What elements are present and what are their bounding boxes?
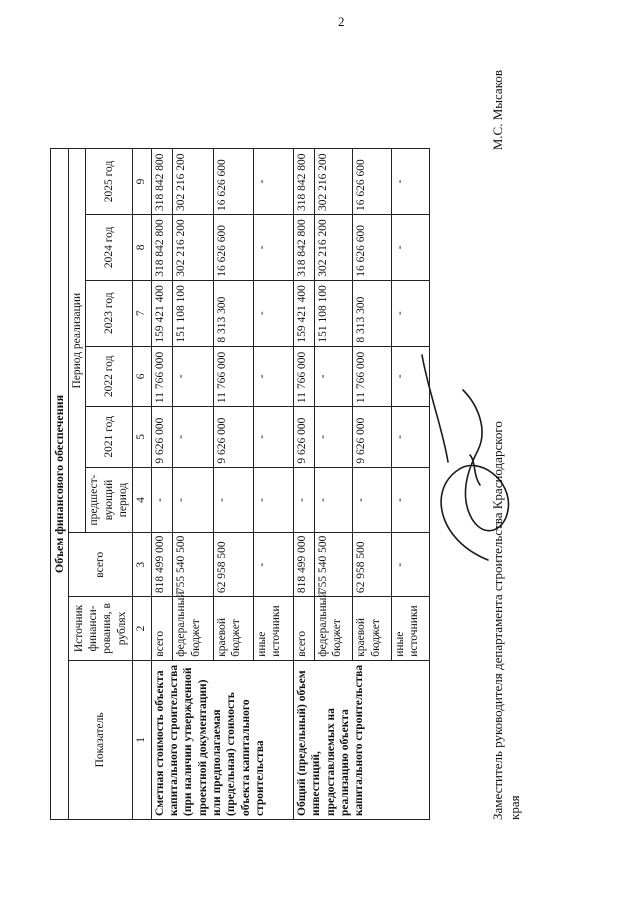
index-cell: 5 bbox=[132, 407, 151, 468]
table-row bbox=[151, 149, 173, 820]
value-cell: 9 626 000 bbox=[353, 407, 391, 468]
value-cell: 302 216 200 bbox=[314, 149, 352, 215]
index-cell: 8 bbox=[132, 214, 151, 280]
index-cell: 4 bbox=[132, 467, 151, 533]
value-cell: 318 842 800 bbox=[293, 149, 314, 215]
value-cell: 8 313 300 bbox=[353, 280, 391, 346]
value-cell: 302 216 200 bbox=[173, 214, 213, 280]
value-cell: - bbox=[253, 214, 293, 280]
source-cell: федеральный бюджет bbox=[173, 597, 213, 661]
source-cell: иные источники bbox=[391, 597, 429, 661]
value-cell: - bbox=[314, 407, 352, 468]
value-cell: 151 108 100 bbox=[314, 280, 352, 346]
index-cell: 2 bbox=[132, 597, 151, 661]
value-cell: - bbox=[391, 533, 429, 597]
value-cell: 318 842 800 bbox=[293, 214, 314, 280]
financing-table bbox=[50, 148, 430, 820]
table-row bbox=[293, 149, 314, 820]
value-cell: 9 626 000 bbox=[293, 407, 314, 468]
value-cell: - bbox=[173, 407, 213, 468]
value-cell: - bbox=[314, 346, 352, 407]
signer-name: М.С. Мысаков bbox=[490, 70, 505, 151]
value-cell: - bbox=[253, 280, 293, 346]
value-cell: - bbox=[391, 407, 429, 468]
header-2025: 2025 год bbox=[86, 149, 132, 215]
indicator-cell: Общий (предельный) объем инвестиций, предоставляемых на реализацию объекта капитального строительства bbox=[293, 660, 429, 819]
financing-table-wrapper bbox=[50, 148, 430, 820]
source-cell: всего bbox=[151, 597, 173, 661]
value-cell: 755 540 500 bbox=[173, 533, 213, 597]
index-cell: 7 bbox=[132, 280, 151, 346]
value-cell: - bbox=[253, 149, 293, 215]
value-cell: 9 626 000 bbox=[213, 407, 253, 468]
index-cell: 3 bbox=[132, 533, 151, 597]
value-cell: - bbox=[391, 467, 429, 533]
value-cell: 302 216 200 bbox=[173, 149, 213, 215]
signer-position: Заместитель руководителя департамента строительства Краснодарского края bbox=[490, 421, 522, 820]
value-cell: - bbox=[253, 467, 293, 533]
value-cell: - bbox=[391, 214, 429, 280]
value-cell: 11 766 000 bbox=[151, 346, 173, 407]
index-cell: 6 bbox=[132, 346, 151, 407]
header-source: Источник финанси-рования, в рублях bbox=[69, 597, 133, 661]
value-cell: - bbox=[151, 467, 173, 533]
value-cell: 318 842 800 bbox=[151, 214, 173, 280]
value-cell: - bbox=[173, 346, 213, 407]
value-cell: 16 626 600 bbox=[213, 214, 253, 280]
source-cell: иные источники bbox=[253, 597, 293, 661]
header-total: всего bbox=[69, 533, 133, 597]
value-cell: 16 626 600 bbox=[213, 149, 253, 215]
value-cell: 9 626 000 bbox=[151, 407, 173, 468]
value-cell: 818 499 000 bbox=[293, 533, 314, 597]
source-cell: краевой бюджет bbox=[213, 597, 253, 661]
value-cell: 302 216 200 bbox=[314, 214, 352, 280]
value-cell: 159 421 400 bbox=[151, 280, 173, 346]
value-cell: - bbox=[391, 346, 429, 407]
source-cell: краевой бюджет bbox=[353, 597, 391, 661]
value-cell: 16 626 600 bbox=[353, 214, 391, 280]
value-cell: 159 421 400 bbox=[293, 280, 314, 346]
source-cell: всего bbox=[293, 597, 314, 661]
value-cell: - bbox=[253, 346, 293, 407]
value-cell: - bbox=[391, 280, 429, 346]
value-cell: 11 766 000 bbox=[293, 346, 314, 407]
header-indicator: Показатель bbox=[69, 660, 133, 819]
value-cell: 11 766 000 bbox=[213, 346, 253, 407]
index-cell: 9 bbox=[132, 149, 151, 215]
value-cell: - bbox=[391, 149, 429, 215]
table-caption: Объем финансового обеспечения bbox=[51, 149, 69, 820]
value-cell: 16 626 600 bbox=[353, 149, 391, 215]
value-cell: 151 108 100 bbox=[173, 280, 213, 346]
value-cell: - bbox=[213, 467, 253, 533]
header-2022: 2022 год bbox=[86, 346, 132, 407]
header-2023: 2023 год bbox=[86, 280, 132, 346]
value-cell: 818 499 000 bbox=[151, 533, 173, 597]
value-cell: 318 842 800 bbox=[151, 149, 173, 215]
value-cell: - bbox=[253, 407, 293, 468]
header-2021: 2021 год bbox=[86, 407, 132, 468]
value-cell: 8 313 300 bbox=[213, 280, 253, 346]
value-cell: - bbox=[314, 467, 352, 533]
index-cell: 1 bbox=[132, 660, 151, 819]
value-cell: 11 766 000 bbox=[353, 346, 391, 407]
value-cell: 62 958 500 bbox=[213, 533, 253, 597]
source-cell: федеральный бюджет bbox=[314, 597, 352, 661]
value-cell: - bbox=[293, 467, 314, 533]
header-period: Период реализации bbox=[69, 149, 86, 533]
value-cell: - bbox=[173, 467, 213, 533]
value-cell: 62 958 500 bbox=[353, 533, 391, 597]
value-cell: - bbox=[353, 467, 391, 533]
page-number: 2 bbox=[338, 14, 345, 29]
header-previous: предшест-вующий период bbox=[86, 467, 132, 533]
value-cell: 755 540 500 bbox=[314, 533, 352, 597]
header-2024: 2024 год bbox=[86, 214, 132, 280]
indicator-cell: Сметная стоимость объекта капитального строительства (при наличии утвержденной проектной документации) или предполагаемая (предельная) стоимость объекта капитального строительства bbox=[151, 660, 293, 819]
value-cell: - bbox=[253, 533, 293, 597]
rotated-content bbox=[50, 60, 610, 820]
